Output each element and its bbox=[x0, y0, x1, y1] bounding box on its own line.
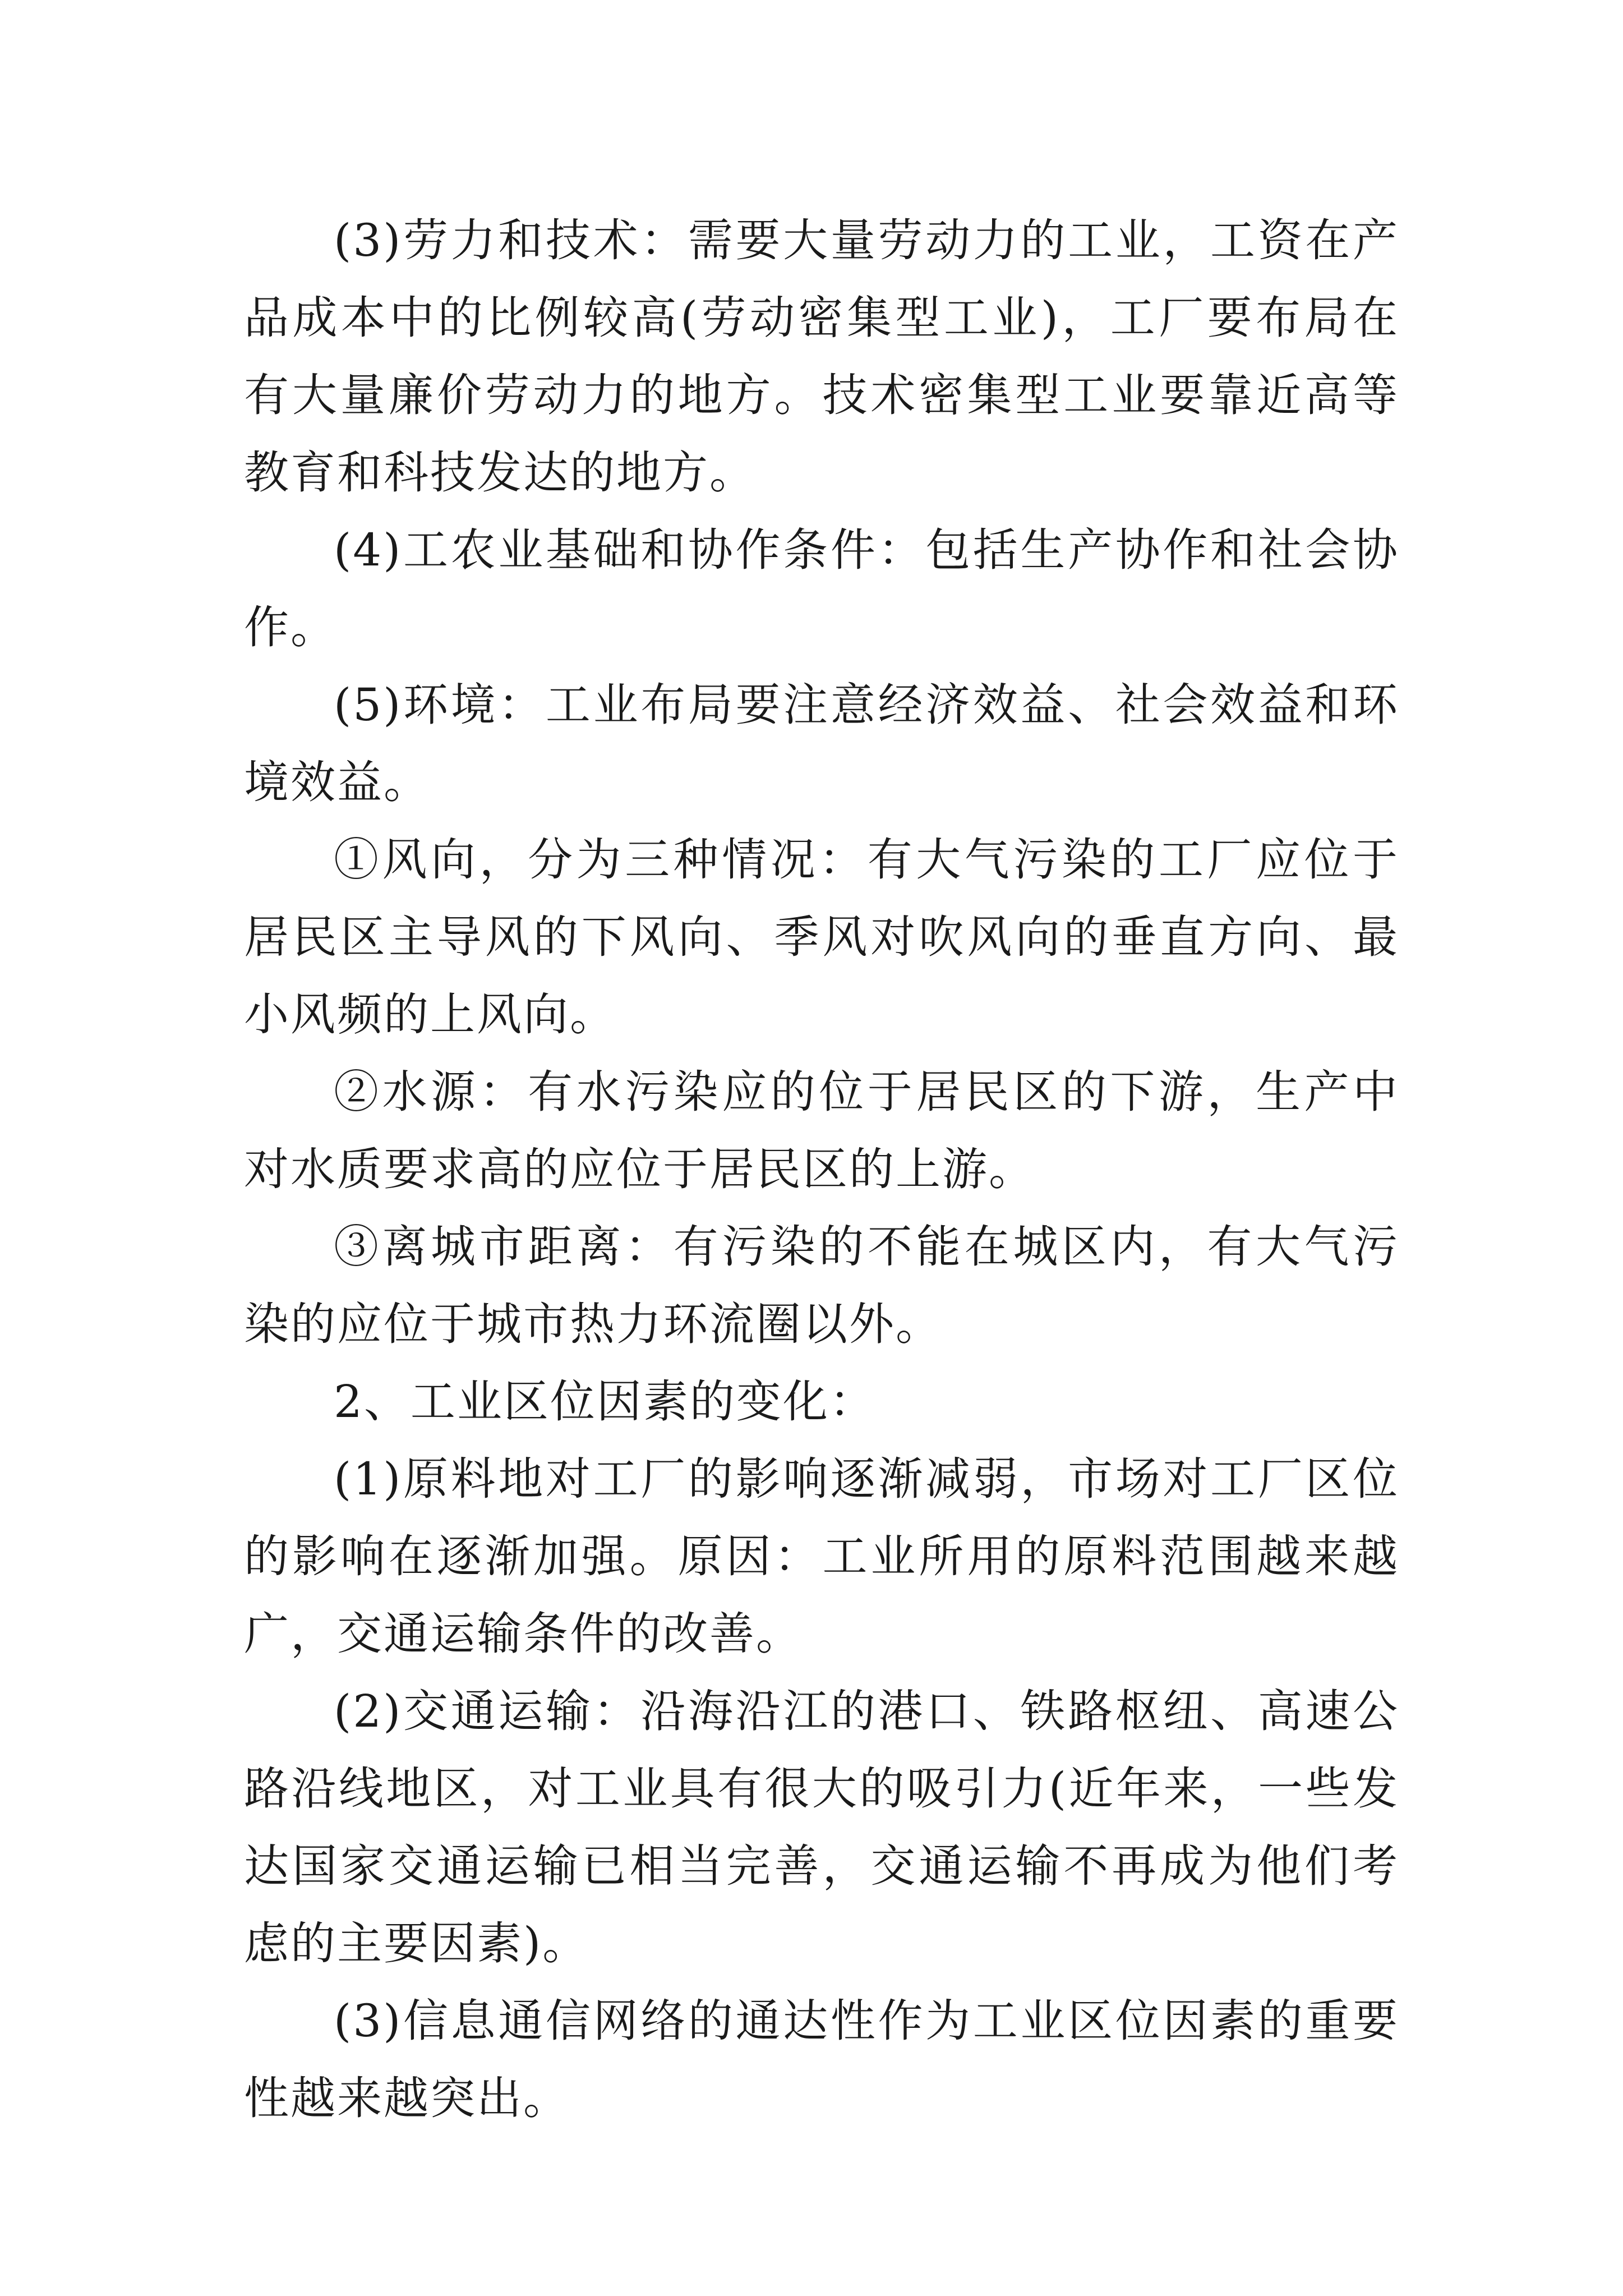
paragraph-industrial-agricultural-basis: (4)工农业基础和协作条件：包括生产协作和社会协作。 bbox=[244, 524, 1399, 654]
paragraph-city-distance: ③离城市距离：有污染的不能在城区内，有大气污染的应位于城市热力环流圈以外。 bbox=[244, 1221, 1399, 1350]
document-body bbox=[244, 202, 1399, 2137]
paragraph-transportation: (2)交通运输：沿海沿江的港口、铁路枢纽、高速公路沿线地区，对工业具有很大的吸引力(近年来，一些发达国家交通运输已相当完善，交通运输不再成为他们考虑的主要因素)。 bbox=[244, 1685, 1399, 1970]
paragraph-wind-direction: ①风向，分为三种情况：有大气污染的工厂应位于居民区主导风的下风向、季风对吹风向的垂直方向、最小风频的上风向。 bbox=[244, 834, 1399, 1041]
paragraph-raw-material-market: (1)原料地对工厂的影响逐渐减弱，市场对工厂区位的影响在逐渐加强。原因：工业所用的原料范围越来越广，交通运输条件的改善。 bbox=[244, 1453, 1399, 1660]
paragraph-environment: (5)环境：工业布局要注意经济效益、社会效益和环境效益。 bbox=[244, 679, 1399, 808]
section-heading-location-factor-changes: 2、工业区位因素的变化： bbox=[334, 1375, 876, 1428]
paragraph-information-network: (3)信息通信网络的通达性作为工业区位因素的重要性越来越突出。 bbox=[244, 1995, 1399, 2124]
paragraph-water-source: ②水源：有水污染应的位于居民区的下游，生产中对水质要求高的应位于居民区的上游。 bbox=[244, 1066, 1399, 1195]
paragraph-labor-technology: (3)劳力和技术：需要大量劳动力的工业，工资在产品成本中的比例较高(劳动密集型工业)，工厂要布局在有大量廉价劳动力的地方。技术密集型工业要靠近高等教育和科技发达的地方。 bbox=[244, 214, 1399, 499]
